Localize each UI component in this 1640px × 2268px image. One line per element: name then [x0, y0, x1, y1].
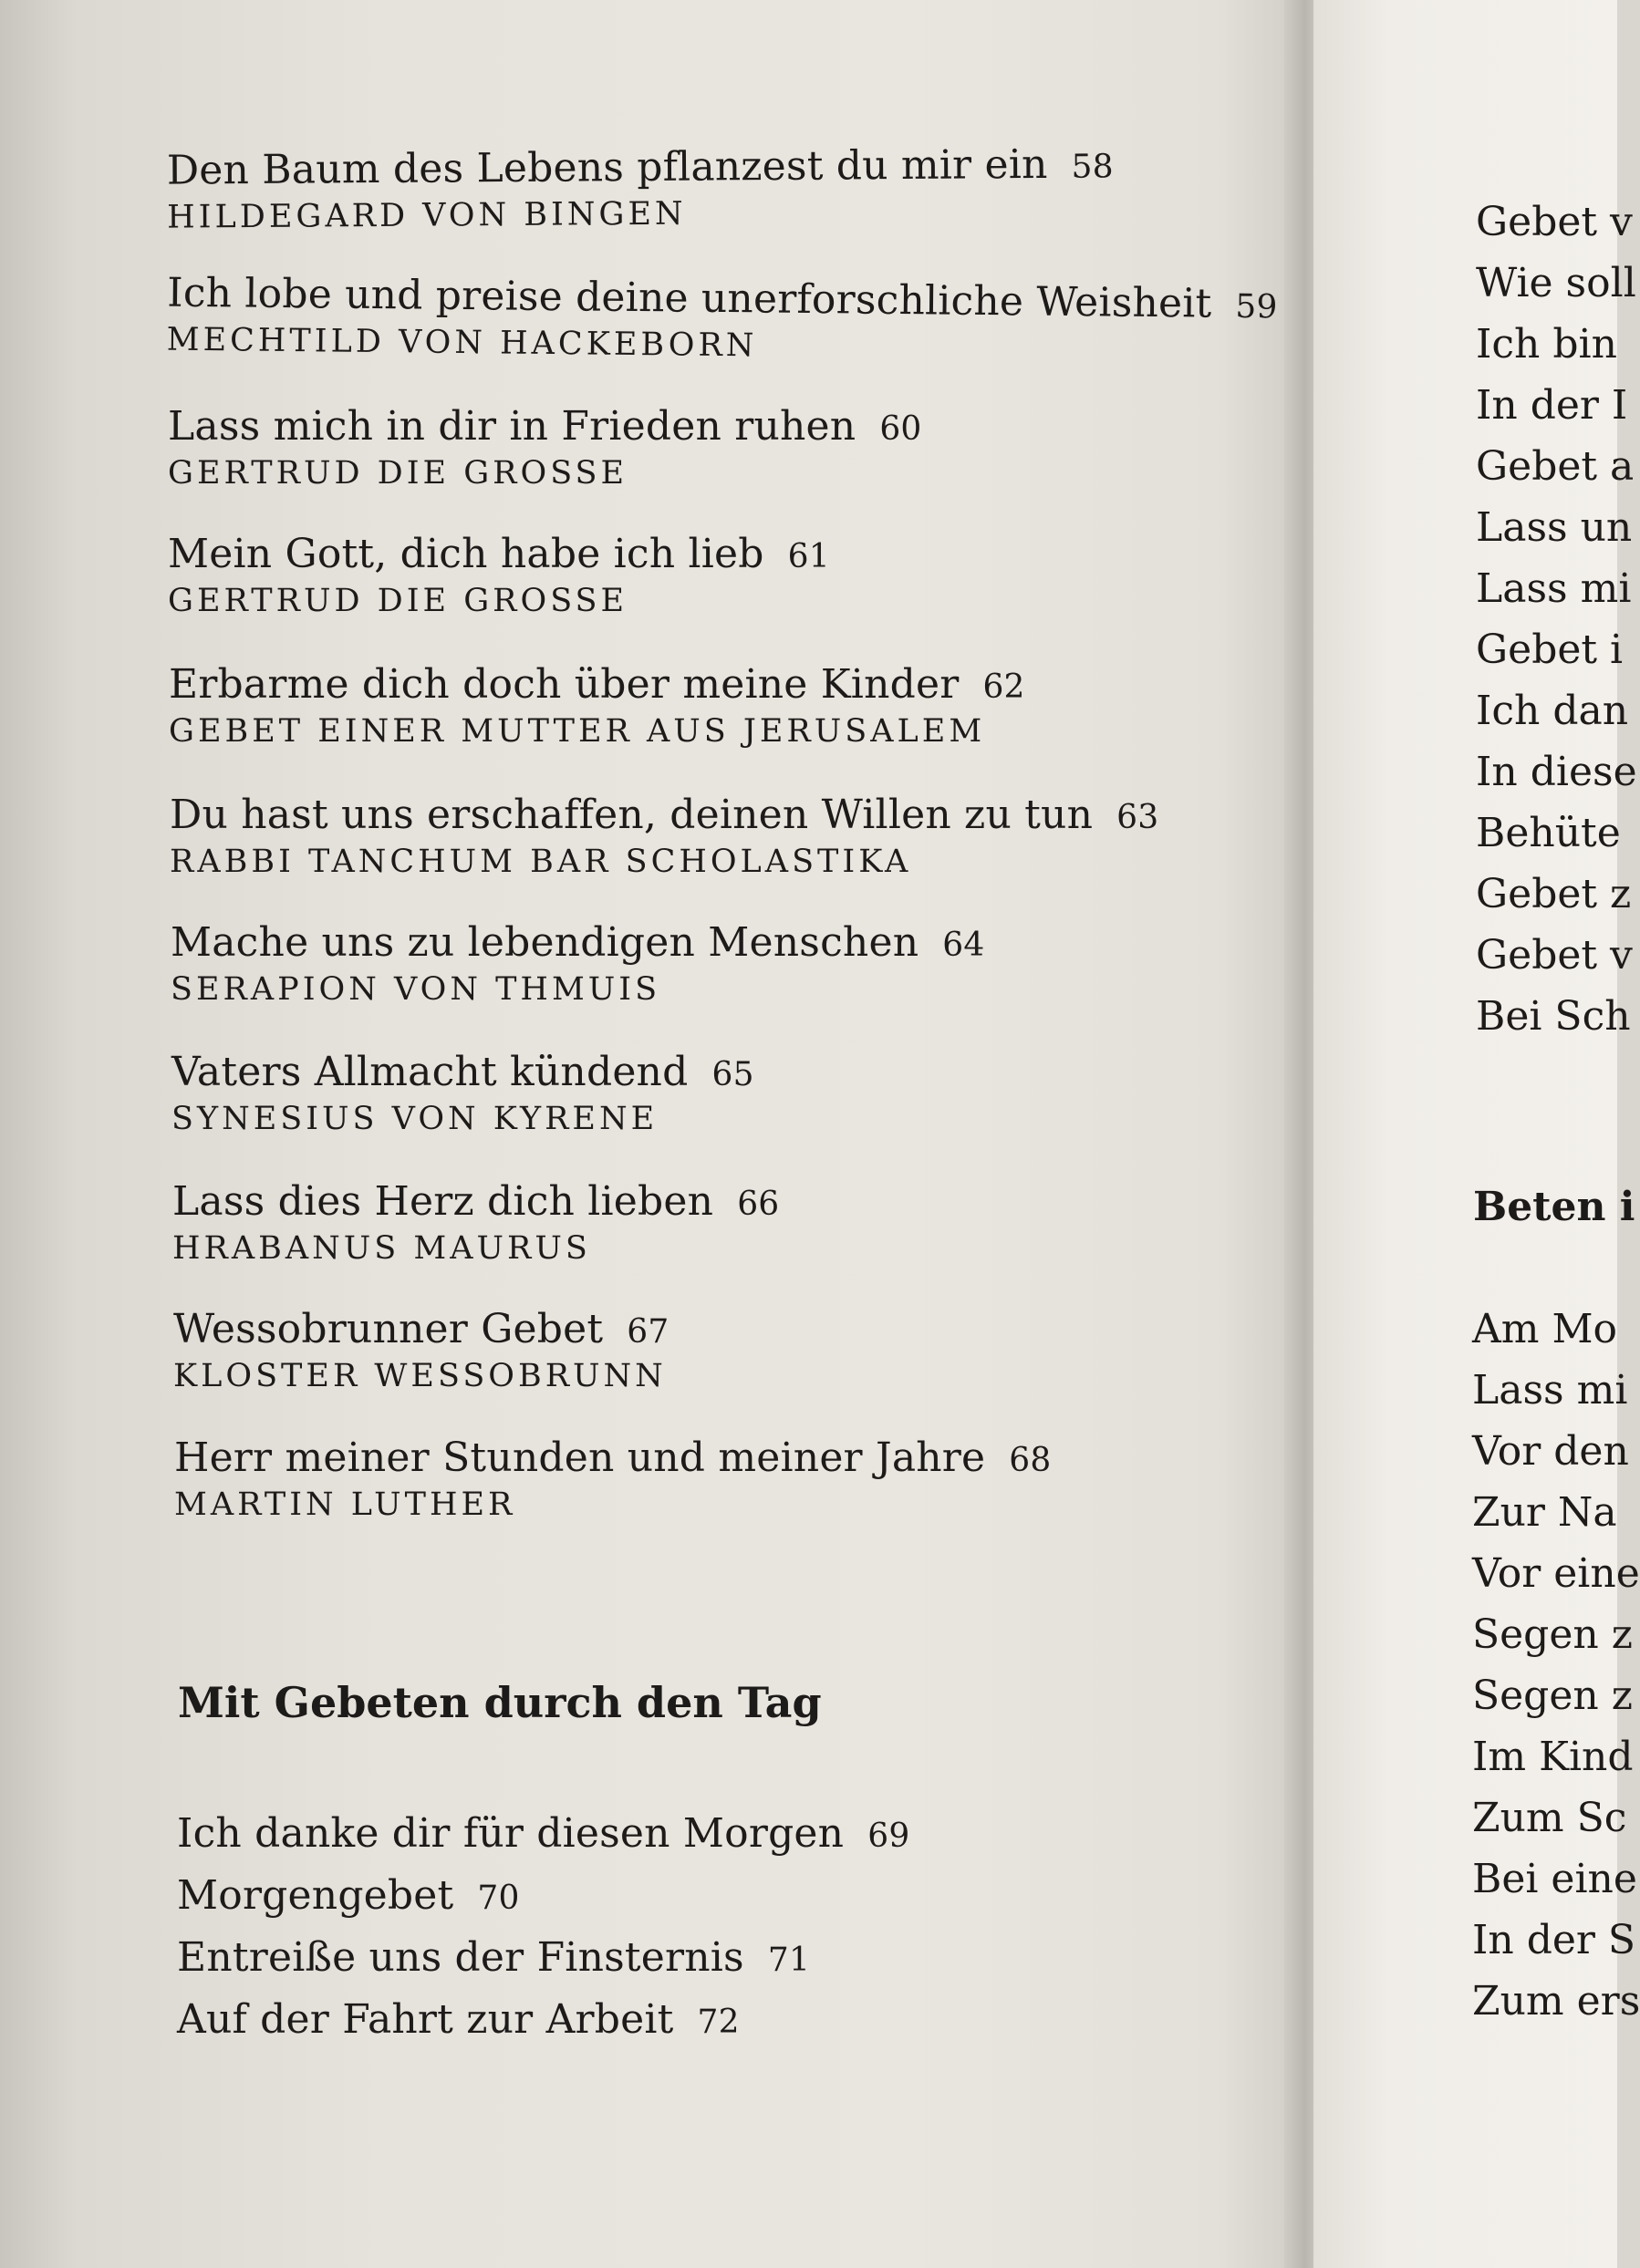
page-number: 68 [1009, 1442, 1052, 1479]
entry-title: Auf der Fahrt zur Arbeit [177, 1996, 674, 2043]
toc-entry [177, 1996, 740, 2045]
entry-author: MARTIN LUTHER [174, 1486, 516, 1523]
right-line: Zum ers [1472, 1978, 1640, 2025]
page-number: 61 [787, 538, 830, 575]
entry-author: HRABANUS MAURUS [172, 1229, 591, 1267]
entry-author: SERAPION VON THMUIS [171, 970, 661, 1008]
entry-title: Ich danke dir für diesen Morgen [177, 1810, 845, 1857]
right-line: Bei Sch [1476, 993, 1631, 1040]
toc-entry [173, 1306, 669, 1394]
right-line: Vor den [1472, 1428, 1629, 1475]
right-line: In der S [1472, 1917, 1636, 1963]
page-number: 66 [737, 1186, 780, 1223]
entry-title: Mein Gott, dich habe ich lieb [168, 531, 764, 577]
right-line: Ich bin [1476, 321, 1617, 368]
toc-entry [171, 919, 984, 1008]
page-number: 62 [982, 668, 1025, 706]
page-number: 71 [767, 1942, 811, 1979]
right-line: In der I [1476, 382, 1628, 429]
entry-author: GERTRUD DIE GROSSE [168, 454, 628, 492]
page-number: 63 [1116, 799, 1159, 836]
page-number: 65 [711, 1056, 754, 1093]
right-line: Segen z [1472, 1611, 1633, 1658]
toc-entry [167, 140, 1115, 235]
toc-entry [174, 1434, 1051, 1523]
toc-entry [168, 403, 922, 492]
right-line: Bei eine [1472, 1856, 1637, 1902]
entry-title: Vaters Allmacht kündend [171, 1049, 689, 1095]
right-line: In diese [1476, 749, 1637, 795]
right-line: Gebet v [1476, 199, 1633, 245]
right-line: Behüte [1476, 810, 1621, 856]
right-line: Gebet i [1476, 627, 1624, 673]
page-number: 58 [1071, 148, 1114, 186]
entry-title: Entreiße uns der Finsternis [177, 1934, 744, 1981]
section-heading: Mit Gebeten durch den Tag [178, 1678, 822, 1727]
right-line: Gebet z [1476, 871, 1632, 917]
toc-entry [177, 1934, 810, 1983]
right-line: Lass mi [1476, 565, 1632, 612]
toc-entry [171, 1049, 754, 1137]
right-line: Gebet a [1476, 443, 1635, 490]
toc-entry [177, 1872, 520, 1921]
right-line: Segen z [1472, 1673, 1633, 1719]
right-line: Lass mi [1472, 1367, 1628, 1414]
entry-title: Erbarme dich doch über meine Kinder [169, 661, 960, 708]
entry-author: KLOSTER WESSOBRUNN [173, 1357, 667, 1394]
page-number: 72 [697, 2004, 740, 2041]
right-section-heading: Beten i [1473, 1184, 1635, 1230]
entry-title: Lass mich in dir in Frieden ruhen [168, 403, 856, 450]
entry-author: RABBI TANCHUM BAR SCHOLASTIKA [170, 843, 912, 880]
entry-title: Mache uns zu lebendigen Menschen [171, 919, 919, 966]
entry-title: Den Baum des Lebens pflanzest du mir ein [166, 140, 1048, 194]
toc-entry [167, 270, 1278, 370]
right-line: Ich dan [1476, 688, 1629, 734]
entry-title: Du hast uns erschaffen, deinen Willen zu tun [170, 792, 1094, 838]
right-line: Im Kind [1472, 1734, 1634, 1780]
entry-title: Ich lobe und preise deine unerforschliche Weisheit [167, 269, 1212, 327]
right-line: Zur Na [1472, 1489, 1617, 1536]
right-line: Vor eine [1472, 1550, 1640, 1597]
page-number: 69 [867, 1818, 910, 1855]
page-number: 64 [942, 927, 985, 964]
page-number: 67 [627, 1313, 669, 1351]
page-number: 60 [879, 410, 922, 448]
entry-title: Morgengebet [177, 1872, 454, 1919]
entry-author: HILDEGARD VON BINGEN [167, 195, 687, 236]
entry-author: GEBET EINER MUTTER AUS JERUSALEM [169, 712, 986, 750]
entry-title: Herr meiner Stunden und meiner Jahre [174, 1434, 986, 1481]
toc-entry [170, 792, 1158, 880]
page-number: 59 [1235, 287, 1278, 326]
toc-entry [177, 1810, 909, 1859]
page-number: 70 [477, 1880, 520, 1917]
entry-author: SYNESIUS VON KYRENE [171, 1100, 659, 1137]
entry-author: MECHTILD VON HACKEBORN [166, 321, 758, 365]
right-line: Zum Sc [1472, 1795, 1627, 1841]
entry-title: Lass dies Herz dich lieben [172, 1178, 714, 1225]
right-line: Wie soll [1476, 260, 1636, 306]
right-line: Gebet v [1476, 932, 1633, 979]
toc-entry [169, 661, 1025, 750]
right-line: Am Mo [1472, 1306, 1618, 1352]
toc-entry [172, 1178, 779, 1267]
toc-entry [168, 531, 830, 619]
entry-title: Wessobrunner Gebet [173, 1306, 604, 1352]
right-line: Lass un [1476, 504, 1633, 551]
entry-author: GERTRUD DIE GROSSE [168, 582, 628, 619]
